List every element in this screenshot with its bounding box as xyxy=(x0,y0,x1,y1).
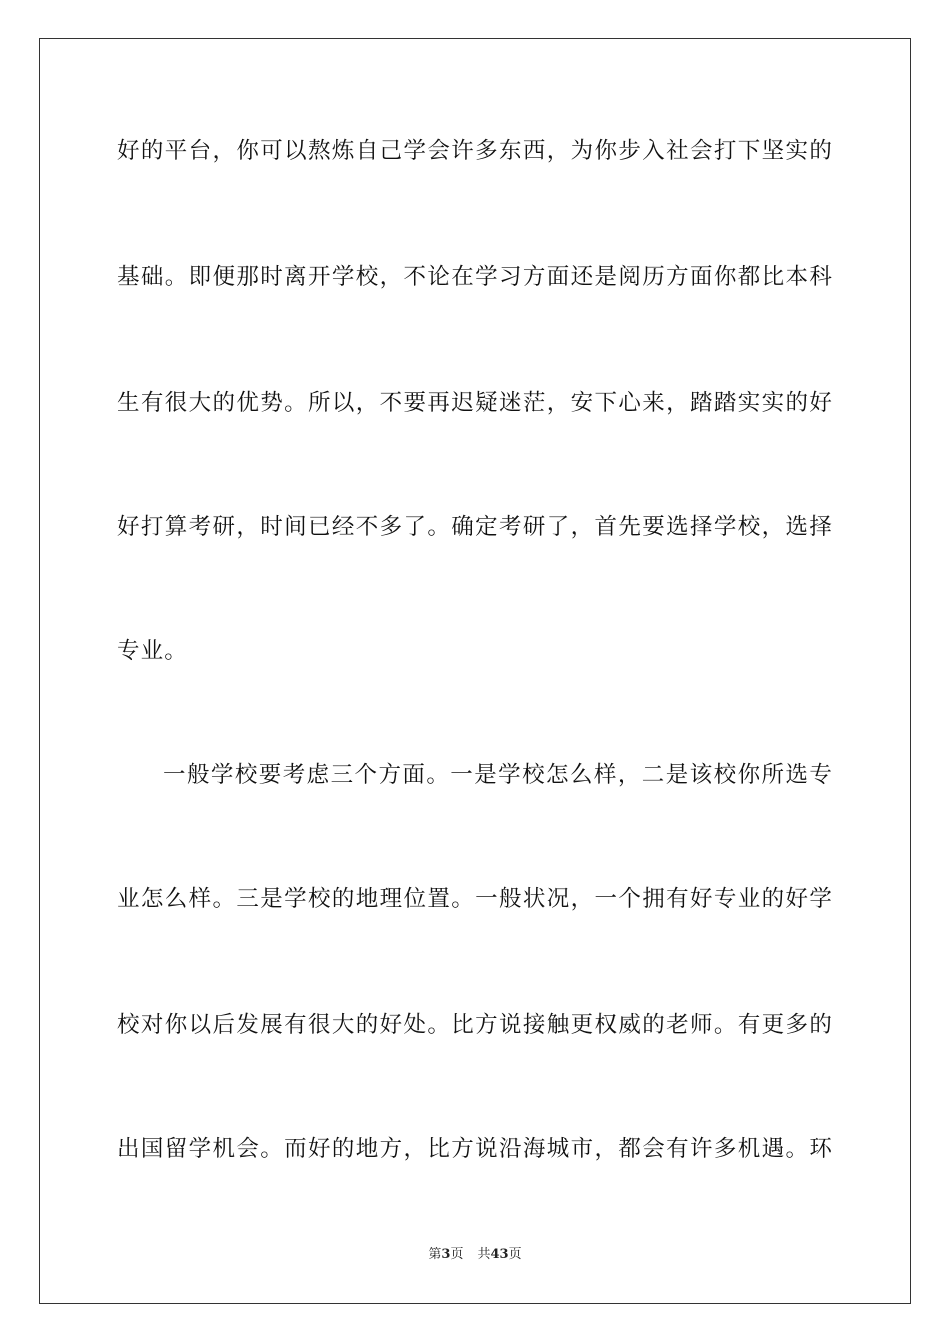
page-prefix: 第 xyxy=(428,1247,442,1262)
text-line-1: 好的平台，你可以熬炼自己学会许多东西，为你步入社会打下坚实的 xyxy=(117,138,833,164)
page-frame xyxy=(39,38,911,1304)
text-line-9: 出国留学机会。而好的地方，比方说沿海城市，都会有许多机遇。环 xyxy=(117,1136,833,1162)
text-line-7: 业怎么样。三是学校的地理位置。一般状况，一个拥有好专业的好学 xyxy=(117,886,833,912)
page-footer xyxy=(0,1246,950,1264)
page-suffix: 页 xyxy=(450,1247,464,1262)
text-line-4: 好打算考研，时间已经不多了。确定考研了，首先要选择学校，选择 xyxy=(117,514,833,540)
text-line-8: 校对你以后发展有很大的好处。比方说接触更权威的老师。有更多的 xyxy=(117,1012,833,1038)
total-prefix: 共 xyxy=(477,1247,491,1262)
text-line-2: 基础。即便那时离开学校，不论在学习方面还是阅历方面你都比本科 xyxy=(117,264,833,290)
text-line-5: 专业。 xyxy=(117,638,188,664)
text-line-3: 生有很大的优势。所以，不要再迟疑迷茫，安下心来，踏踏实实的好 xyxy=(117,390,833,416)
text-line-6: 一般学校要考虑三个方面。一是学校怎么样，二是该校你所选专 xyxy=(163,762,833,788)
total-suffix: 页 xyxy=(508,1247,522,1262)
page-number: 3 xyxy=(441,1247,451,1262)
total-pages: 43 xyxy=(490,1247,509,1262)
